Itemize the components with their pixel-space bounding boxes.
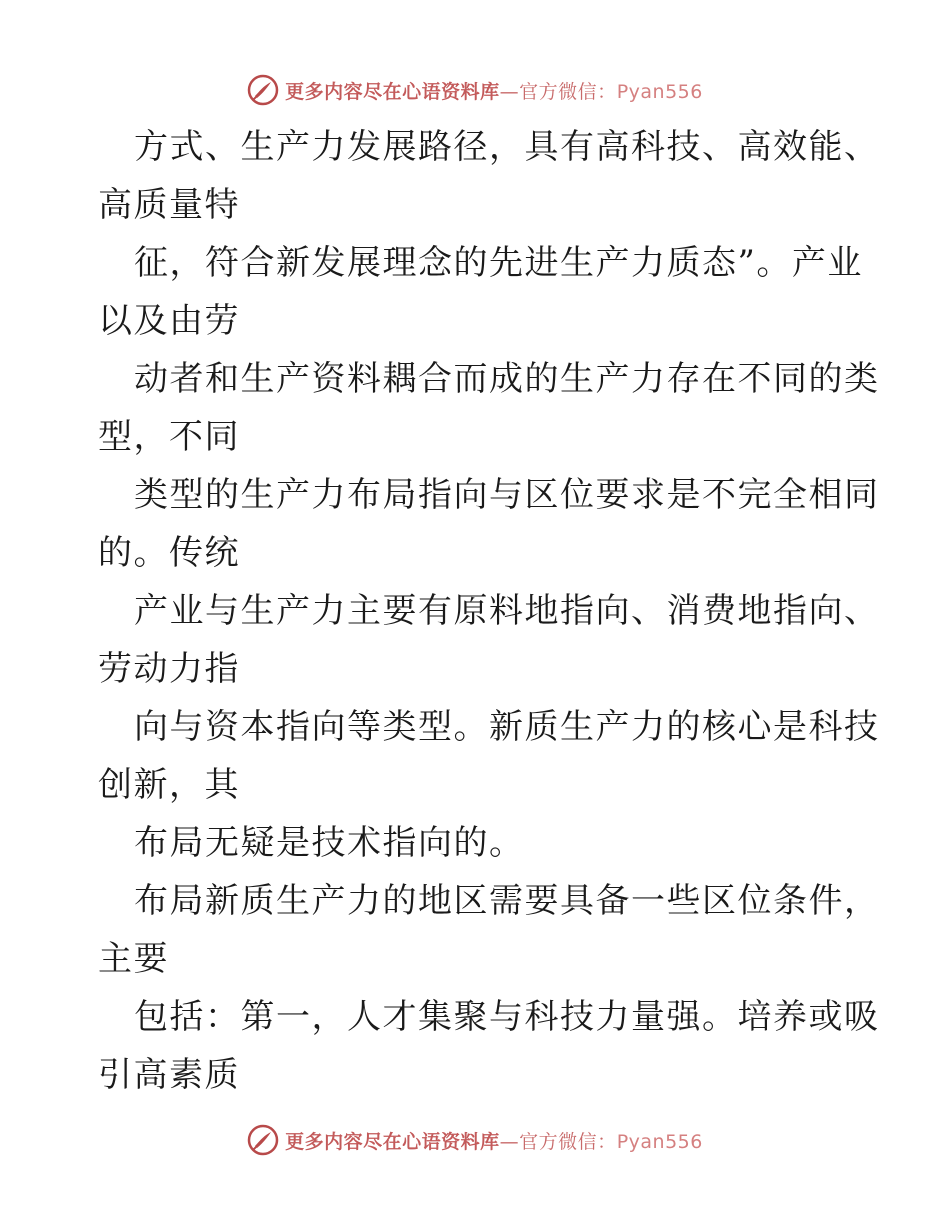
watermark-wechat-label: 官方微信： [519,80,617,103]
text-line: 类型的生产力布局指向与区位要求是不完全相同 [134,475,880,515]
text-line: 方式、生产力发展路径，具有高科技、高效能、 [134,127,880,167]
watermark-dash: — [499,80,520,103]
text-line: 征，符合新发展理念的先进生产力质态”。产业 [134,243,863,283]
text-line: 布局无疑是技术指向的。 [134,823,525,863]
text-line: 劳动力指 [98,649,240,689]
footer-watermark [0,1120,950,1160]
watermark-text [285,77,703,104]
watermark-dash: — [499,1130,520,1153]
text-line: 动者和生产资料耦合而成的生产力存在不同的类 [134,359,880,399]
text-line: 以及由劳 [98,301,240,341]
watermark-wechat-label: 官方微信： [519,1130,617,1153]
text-line: 的。传统 [98,533,240,573]
pen-logo-icon [247,1124,279,1156]
text-line: 包括：第一，人才集聚与科技力量强。培养或吸 [134,997,880,1037]
document-body [98,118,880,1104]
watermark-wechat-id: Pyan556 [616,1130,703,1153]
text-line: 高质量特 [98,185,240,225]
text-line: 向与资本指向等类型。新质生产力的核心是科技 [134,707,880,747]
watermark-site-text: 更多内容尽在心语资料库 [285,80,500,103]
watermark-wechat-id: Pyan556 [616,80,703,103]
text-line: 引高素质 [98,1055,240,1095]
text-line: 产业与生产力主要有原料地指向、消费地指向、 [134,591,880,631]
pen-logo-icon [247,74,279,106]
text-line: 布局新质生产力的地区需要具备一些区位条件， [134,881,880,921]
text-line: 型，不同 [98,417,240,457]
text-line: 创新，其 [98,765,240,805]
header-watermark [0,70,950,110]
watermark-text [285,1127,703,1154]
text-line: 主要 [98,939,169,979]
watermark-site-text: 更多内容尽在心语资料库 [285,1130,500,1153]
